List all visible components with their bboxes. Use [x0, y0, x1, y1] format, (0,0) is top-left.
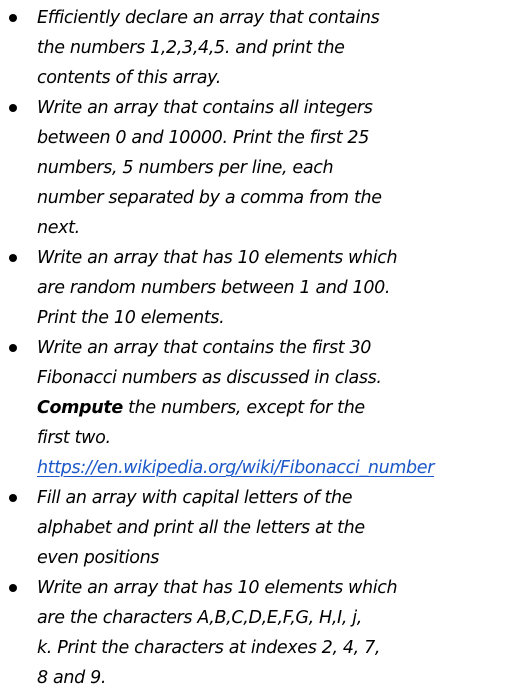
task-list [0, 3, 511, 693]
item-text-line-link [37, 453, 505, 483]
item-text-line: numbers, 5 numbers per line, each [37, 158, 334, 178]
item-text-line: between 0 and 10000. Print the first 25 [37, 128, 370, 148]
item-text-line: number separated by a comma from the [37, 188, 382, 208]
compute-emphasis: Compute [37, 398, 123, 418]
bullet-icon [9, 14, 17, 22]
item-text-line: first two. [37, 428, 111, 448]
item-text-line: Write an array that contains the first 30 [37, 338, 372, 358]
bullet-icon [9, 104, 17, 112]
item-text-line: the numbers 1,2,3,4,5. and print the [37, 38, 345, 58]
item-text-line: next. [37, 218, 80, 238]
item-text-line: Write an array that contains all integers [37, 98, 373, 118]
item-text-line: Efficiently declare an array that contains [37, 8, 380, 28]
list-item-characters-array [0, 573, 511, 693]
list-item-declare-array [0, 3, 511, 93]
compute-rest-text: the numbers, except for the [122, 398, 365, 418]
item-text-line: contents of this array. [37, 68, 221, 88]
item-text-line: Fill an array with capital letters of the [37, 488, 353, 508]
bullet-icon [9, 344, 17, 352]
item-text-line: even positions [37, 548, 160, 568]
item-text-line-compute [37, 393, 505, 423]
item-text-line: Print the 10 elements. [37, 308, 225, 328]
item-text-line: Write an array that has 10 elements which [37, 248, 398, 268]
list-item-fibonacci-array [0, 333, 511, 483]
item-text-line: alphabet and print all the letters at the [37, 518, 365, 538]
list-item-alphabet-array [0, 483, 511, 573]
item-text-line: are the characters A,B,C,D,E,F,G, H,I, j, [37, 608, 363, 628]
item-text-line: 8 and 9. [37, 668, 107, 688]
item-text-line: k. Print the characters at indexes 2, 4, 7, [37, 638, 381, 658]
list-item-integers-array [0, 93, 511, 243]
item-text-line: are random numbers between 1 and 100. [37, 278, 391, 298]
list-item-random-array [0, 243, 511, 333]
item-text-line: Write an array that has 10 elements which [37, 578, 398, 598]
fibonacci-wikipedia-link[interactable]: https://en.wikipedia.org/wiki/Fibonacci_number [37, 458, 435, 478]
bullet-icon [9, 584, 17, 592]
bullet-icon [9, 494, 17, 502]
item-text-line: Fibonacci numbers as discussed in class. [37, 368, 382, 388]
bullet-icon [9, 254, 17, 262]
